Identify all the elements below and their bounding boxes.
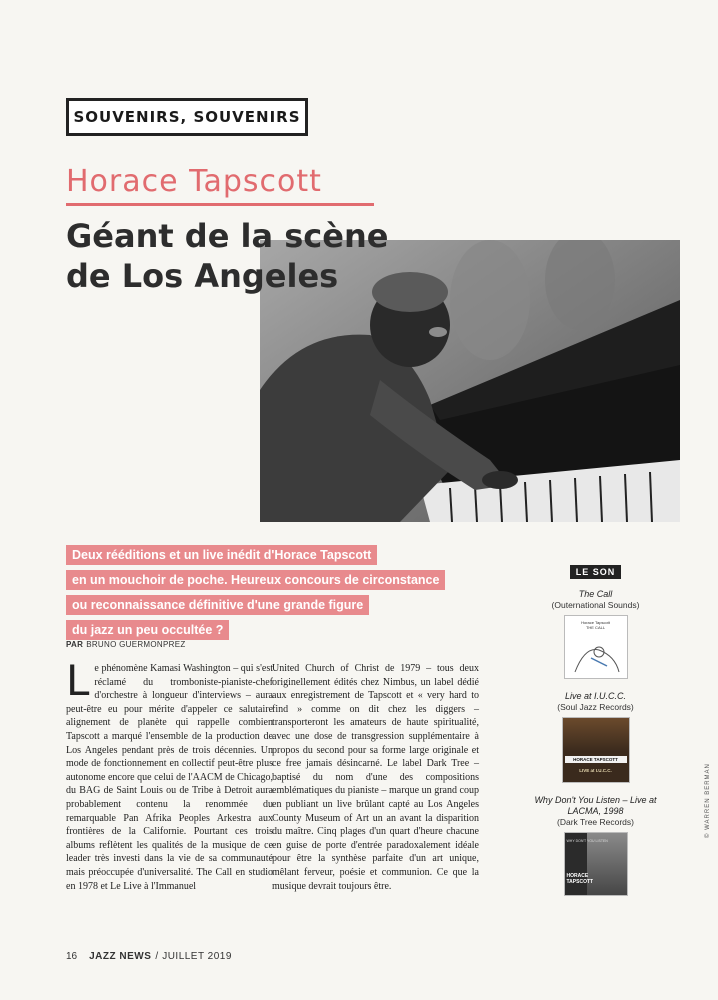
cover-artist: Horace Tapscott [581,620,610,625]
album-entry [528,589,663,679]
album-cover-the-call [564,615,628,679]
byline-prefix: PAR [66,640,84,649]
footer-separator: / [155,951,159,962]
album-entry [528,795,663,896]
lead-line: ou reconnaissance définitive d'une grande figure [66,595,369,615]
page-footer [66,951,232,962]
album-cover-live-iucc [562,717,630,783]
drop-cap: L [66,656,90,705]
album-label: (Dark Tree Records) [557,817,634,827]
title-line: Géant de la scène [66,217,389,255]
page-number: 16 [66,951,78,962]
cover-title: LIVE at I.U.C.C. [579,768,612,773]
lead-line: Deux rééditions et un live inédit d'Horace Tapscott [66,545,377,565]
issue-date: JUILLET 2019 [162,951,232,962]
article-kicker: Horace Tapscott [66,164,374,206]
album-label: (Soul Jazz Records) [557,702,634,712]
cover-title: THE CALL [585,625,606,630]
body-column-2 [272,662,479,893]
article-title [66,216,388,296]
body-text: United Church of Christ de 1979 – tous deux originellement édités chez Nimbus, un label dédié aux enregistrement de Tapscott et « very hard to find » comme on dit chez les diggers – transporteront les amateurs de haute spiritualité, avec une dose de transgression supplémentaire à propos du second pour sa forme large originale et ce free jamais désincarné. Le label Dark Tree – baptisé du nom d'une des compositions emblématiques du pianiste – marque un grand coup en publiant un live brûlant capté au Los Angeles County Museum of Art un an avant la disparition du maître. Cinq plages d'un quart d'heure chacune en guise de porte d'entrée paradoxalement idéale pour être la synthèse parfaite d'un art unique, mêlant ferveur, poésie et communion. Ce que la musique devrait toujours être. [272,663,479,892]
cover-artist: HORACE TAPSCOTT [565,756,627,763]
magazine-name: JAZZ NEWS [89,951,152,962]
le-son-sidebar [528,562,663,908]
body-text: e phénomène Kamasi Washington – qui s'est réclamé du tromboniste-pianiste-chef d'orchestre à longueur d'interviews – aura peut-être eu pour mérite d'appeler ce salutaire alignement de planète qui rappelle combien Tapscott a marqué l'ensemble de la production de Los Angeles pendant près de trois décennies. Un mode de fonctionnement en collectif peut-être plus autonome encore que celui de l'AACM de Chicago, du BAG de Saint Louis ou de Tribe à Detroit aura probablement contenu la renommée du remarquable Pan Afrika Peoples Arkestra aux frontières de la Californie. Pourtant ces trois albums reflètent les qualités de la musique de ce leader très investi dans la vie de sa communauté mais préoccupée d'universalité. The Call en studio en 1978 et Le Live à l'Immanuel [66,663,273,892]
album-title: Live at I.U.C.C. [564,691,627,701]
lead-line: du jazz un peu occultée ? [66,620,229,640]
cover-artist: HORACE TAPSCOTT [566,873,594,885]
lead-line: en un mouchoir de poche. Heureux concours de circonstance [66,570,445,590]
cover-photo [563,718,629,752]
body-column-1 [66,656,273,893]
album-entry [528,691,663,783]
section-rubric: SOUVENIRS, SOUVENIRS [66,98,308,136]
photo-credit: © WARREN BERMAN [705,763,711,838]
cover-title: WHY DON'T YOU LISTEN [566,839,608,843]
le-son-badge: LE SON [570,565,622,579]
album-title: The Call [578,589,613,599]
cover-drawing [565,636,627,676]
album-label: (Outernational Sounds) [551,600,640,610]
byline-author: BRUNO GUERMONPREZ [86,640,186,649]
album-title: Why Don't You Listen – Live at LACMA, 1998 [534,795,657,816]
title-line: de Los Angeles [66,257,339,295]
album-cover-why-dont-you-listen [564,832,628,896]
article-lead [66,545,536,645]
